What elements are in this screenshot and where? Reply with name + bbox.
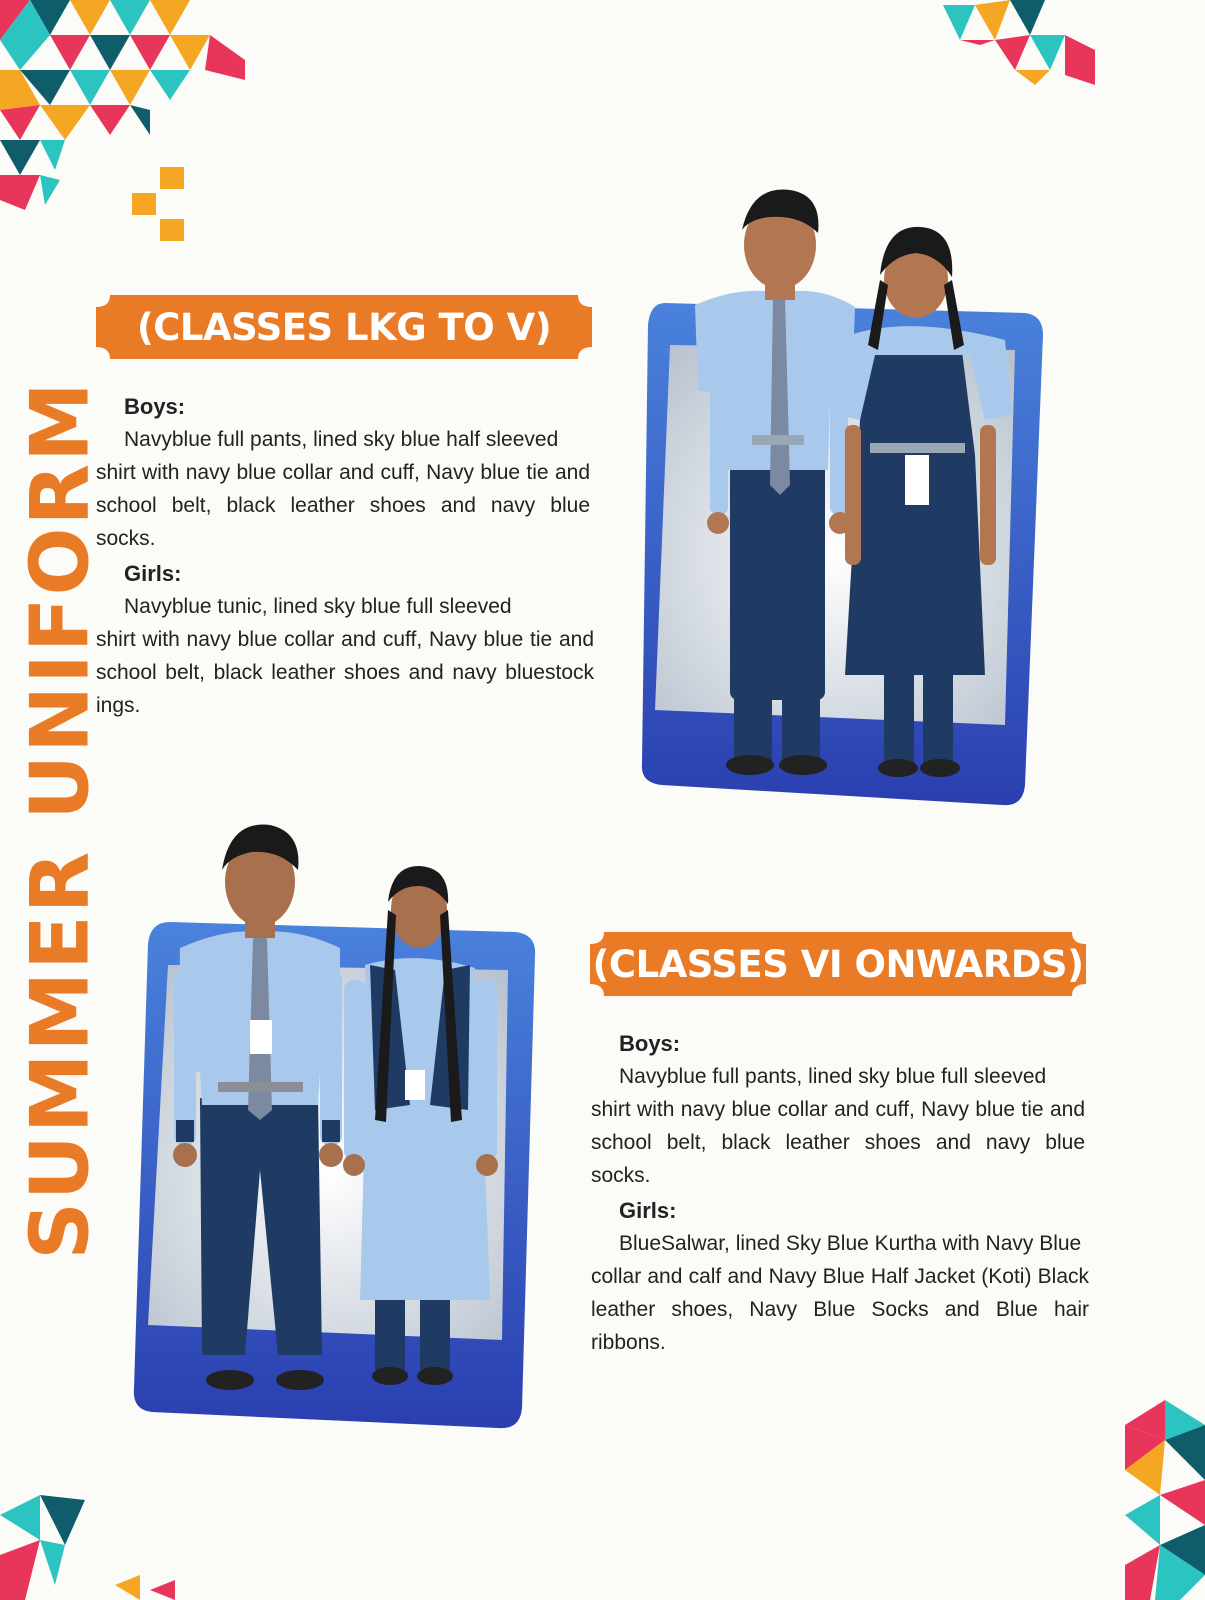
- banner-classes-lkg-to-v: [96, 295, 592, 359]
- girls-heading: Girls:: [124, 561, 182, 586]
- girls-line-1: Navyblue tunic, lined sky blue full sleeved: [124, 595, 512, 618]
- banner-classes-vi-onwards: [590, 932, 1086, 996]
- junior-boys-description: [96, 390, 590, 555]
- boys-line-rest: shirt with navy blue collar and cuff, Navy blue tie and school belt, black leather shoes and navy blue socks.: [591, 1098, 1085, 1187]
- corner-pattern-top-right: [935, 0, 1100, 85]
- senior-girls-description: [591, 1194, 1089, 1359]
- junior-girls-description: [96, 557, 594, 722]
- vertical-page-title: SUMMER UNIFORM: [13, 380, 107, 1260]
- photo-senior-uniform: [130, 820, 540, 1432]
- banner-title: (CLASSES VI ONWARDS): [592, 942, 1084, 986]
- girls-heading: Girls:: [619, 1198, 677, 1223]
- boys-heading: Boys:: [619, 1031, 681, 1056]
- senior-boys-description: [591, 1027, 1085, 1192]
- students-illustration-junior: [640, 185, 1045, 810]
- orange-squares-decoration: [128, 165, 188, 245]
- photo-junior-uniform: [640, 185, 1045, 810]
- boys-line-rest: shirt with navy blue collar and cuff, Navy blue tie and school belt, black leather shoes and navy blue socks.: [96, 461, 590, 550]
- boys-line-1: Navyblue full pants, lined sky blue full sleeved: [619, 1065, 1047, 1088]
- boys-line-1: Navyblue full pants, lined sky blue half sleeved: [124, 428, 559, 451]
- corner-pattern-bottom-right: [1120, 1395, 1205, 1600]
- boys-heading: Boys:: [124, 394, 186, 419]
- girls-line-1: BlueSalwar, lined Sky Blue Kurtha with Navy Blue: [619, 1232, 1082, 1255]
- corner-pattern-top-left: [0, 0, 250, 215]
- students-illustration-senior: [130, 820, 540, 1432]
- corner-pattern-bottom-left: [0, 1495, 180, 1600]
- girls-line-rest: shirt with navy blue collar and cuff, Navy blue tie and school belt, black leather shoes and navy bluestock ings.: [96, 628, 594, 717]
- banner-title: (CLASSES LKG TO V): [136, 305, 552, 349]
- girls-line-rest: collar and calf and Navy Blue Half Jacket (Koti) Black leather shoes, Navy Blue Socks and Blue hair ribbons.: [591, 1265, 1089, 1354]
